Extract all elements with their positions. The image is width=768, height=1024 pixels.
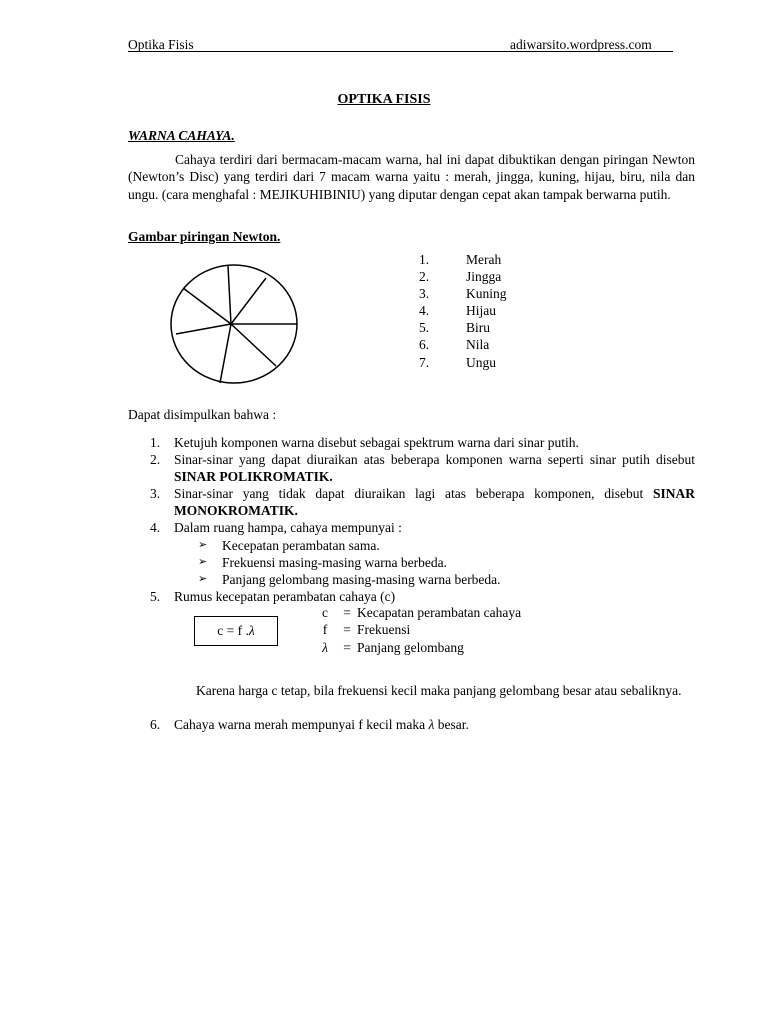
header-left-text: Optika Fisis	[128, 37, 194, 52]
list-number: 2.	[150, 452, 161, 468]
list-text-bold: SINAR POLIKROMATIK.	[174, 469, 333, 485]
intro-paragraph	[128, 151, 695, 203]
sub-item-text: Frekuensi masing-masing warna berbeda.	[222, 554, 447, 570]
list-number: 3.	[150, 486, 161, 502]
color-number: 7.	[419, 354, 430, 370]
list-item	[150, 485, 695, 519]
list-text	[174, 451, 695, 485]
sub-item-text: Panjang gelombang masing-masing warna berbeda.	[222, 571, 501, 587]
formula-definitions	[313, 604, 521, 656]
color-number: 2.	[419, 269, 430, 285]
color-item	[419, 285, 507, 302]
note-paragraph	[174, 682, 695, 699]
color-number: 4.	[419, 303, 430, 319]
conclusion-text: Dapat disimpulkan bahwa :	[128, 407, 277, 422]
lambda-symbol: λ	[428, 717, 435, 732]
color-item	[419, 268, 507, 285]
color-item	[419, 336, 507, 353]
sub-list	[198, 537, 695, 588]
list-text-bold: SINAR MONOKROMATIK.	[174, 486, 695, 519]
color-name: Hijau	[466, 303, 496, 319]
list-text-main: Sinar-sinar yang tidak dapat diuraikan lagi atas beberapa komponen, disebut	[174, 486, 653, 502]
definition-text: Frekuensi	[357, 622, 411, 638]
list-text	[174, 717, 695, 733]
lambda-symbol: λ	[248, 623, 255, 638]
definition-equals: =	[343, 639, 351, 655]
header-rule	[128, 51, 673, 52]
definition-row	[313, 621, 521, 638]
header-right-text: adiwarsito.wordpress.com	[510, 37, 652, 52]
color-name: Nila	[466, 337, 490, 353]
list-text	[174, 485, 695, 519]
color-item	[419, 251, 507, 268]
sub-item	[198, 571, 695, 588]
sub-item	[198, 554, 695, 571]
list-item	[150, 519, 695, 536]
color-number: 6.	[419, 337, 430, 353]
newton-disc-figure	[170, 262, 302, 386]
color-item	[419, 302, 507, 319]
list-text-end: besar.	[434, 717, 469, 732]
arrow-bullet-icon: ➢	[198, 572, 208, 585]
definition-text: Panjang gelombang	[357, 639, 464, 655]
list-item	[150, 588, 695, 605]
note-text: Karena harga c tetap, bila frekuensi kecil maka panjang gelombang besar atau sebaliknya.	[196, 683, 682, 698]
list-text: Rumus kecepatan perambatan cahaya (c)	[174, 588, 396, 604]
list-number: 5.	[150, 588, 161, 604]
color-number: 1.	[419, 252, 430, 267]
list-text-main: Cahaya warna merah mempunyai f kecil maka	[174, 717, 429, 732]
list-item	[150, 434, 695, 451]
sub-item-text: Kecepatan perambatan sama.	[222, 537, 380, 553]
definition-symbol: c	[322, 605, 328, 620]
color-name: Biru	[466, 320, 491, 336]
intro-paragraph-text: Cahaya terdiri dari bermacam-macam warna, hal ini dapat dibuktikan dengan piringan Newton (Newton’s Disc) yang terdiri dari 7 macam warna yaitu : merah, jingga, kuning, hijau, biru, nila dan ungu. (cara menghafal : MEJIKUHIBINIU) yang diputar dengan cepat akan tampak berwarna putih.	[128, 152, 695, 202]
conclusion-list	[150, 434, 695, 605]
arrow-bullet-icon: ➢	[198, 555, 208, 568]
definition-text: Kecapatan perambatan cahaya	[357, 605, 522, 620]
definition-row	[313, 639, 521, 656]
sub-item	[198, 537, 695, 554]
definition-row	[313, 604, 521, 621]
list-text: Dalam ruang hampa, cahaya mempunyai :	[174, 520, 402, 536]
list-number: 1.	[150, 435, 161, 450]
definition-symbol: λ	[322, 639, 328, 655]
list-text-main: Sinar-sinar yang dapat diuraikan atas beberapa komponen warna seperti sinar putih disebut	[174, 452, 695, 468]
list-number: 4.	[150, 520, 161, 536]
list-text: Ketujuh komponen warna disebut sebagai spektrum warna dari sinar putih.	[174, 435, 579, 450]
color-name: Kuning	[466, 286, 507, 302]
definition-equals: =	[343, 605, 351, 620]
color-list	[419, 251, 507, 371]
color-name: Ungu	[466, 354, 496, 370]
list-number: 6.	[150, 717, 161, 732]
definition-equals: =	[343, 622, 351, 638]
section-heading: WARNA CAHAYA.	[128, 128, 235, 143]
page-title: OPTIKA FISIS	[337, 92, 431, 107]
color-name: Jingga	[466, 269, 502, 285]
list-item	[150, 451, 695, 485]
color-item	[419, 319, 507, 336]
formula-box	[194, 616, 278, 646]
definition-symbol: f	[322, 622, 328, 638]
color-name: Merah	[466, 252, 502, 267]
color-item	[419, 354, 507, 371]
list-item	[150, 717, 695, 733]
figure-caption: Gambar piringan Newton.	[128, 229, 281, 244]
arrow-bullet-icon: ➢	[198, 538, 208, 551]
formula-text: c = f .	[217, 623, 249, 638]
color-number: 3.	[419, 286, 430, 302]
color-number: 5.	[419, 320, 430, 336]
